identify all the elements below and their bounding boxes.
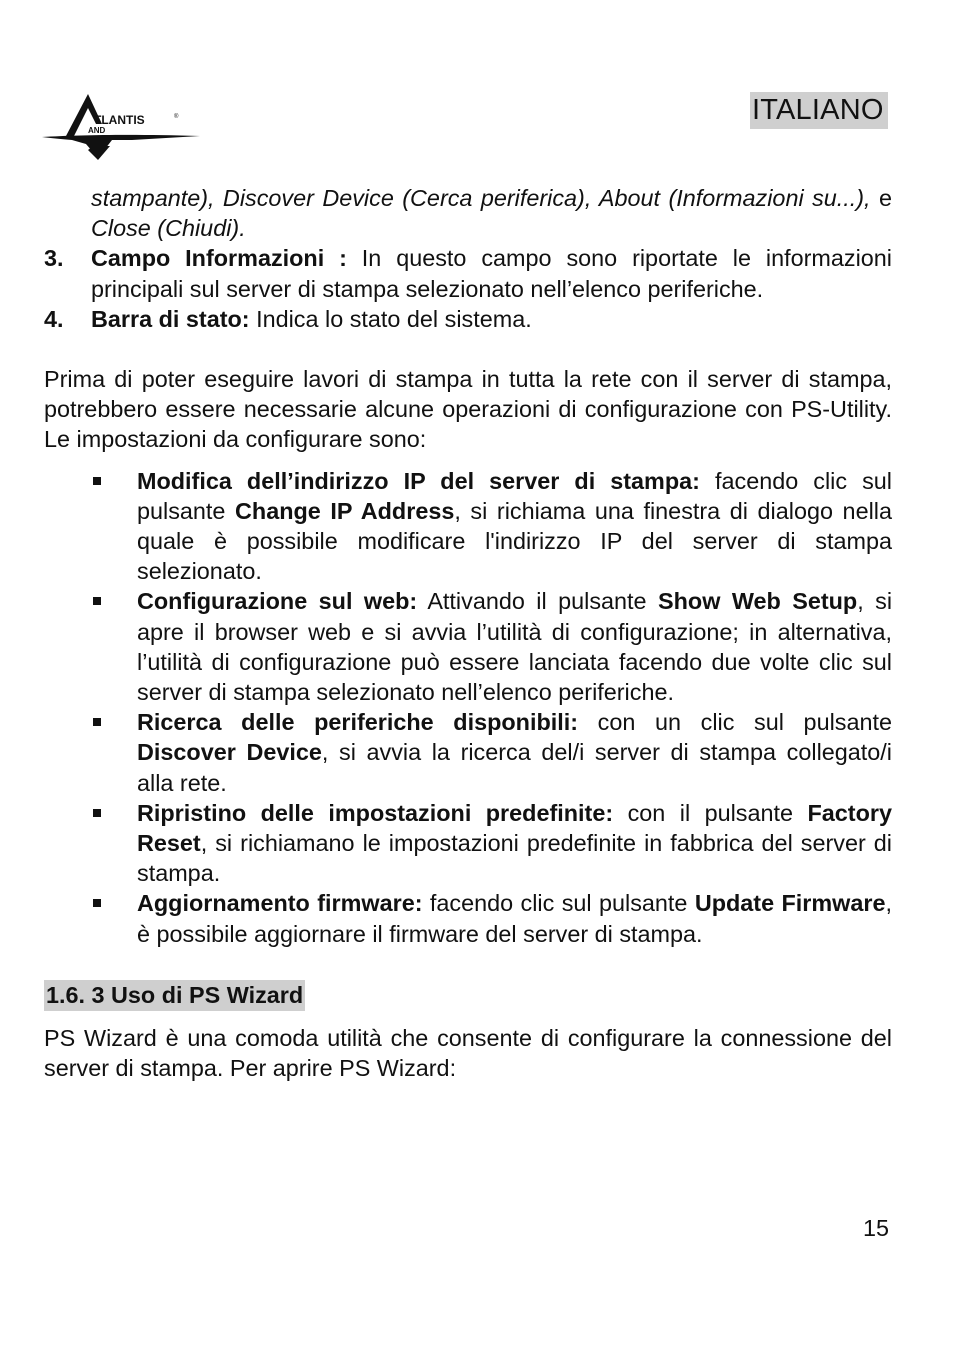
bullet-text: facendo clic sul pulsante [137,467,892,524]
intro-conjunction: e [870,185,892,211]
intro-continuation [44,183,892,243]
atlantis-logo-graphic [40,88,202,166]
bullet-square-icon [93,597,101,605]
bullet-text: con un clic sul pulsante [578,709,892,736]
settings-bullet-list [44,466,892,949]
bullet-text: con il pulsante [613,799,808,826]
section-heading: 1.6. 3 Uso di PS Wizard [44,980,305,1011]
bullet-title: Modifica dell’indirizzo IP del server di stampa: [137,467,700,494]
bullet-button-name: Update Firmware [694,890,886,917]
page-content [44,183,892,1083]
page-number: 15 [863,1215,890,1241]
bullet-square-icon [93,718,101,726]
atlantis-land-logo [40,88,202,166]
bullet-item [44,798,892,889]
bullet-title: Ripristino delle impostazioni predefinite: [137,799,614,826]
bullet-title: Aggiornamento firmware: [137,890,423,917]
bullet-button-name: Show Web Setup [658,588,858,615]
config-paragraph: Prima di poter eseguire lavori di stampa in tutta la rete con il server di stampa, potrebbero essere necessarie alcune operazioni di configurazione con PS-Utility. Le impostazioni da configurare sono: [44,366,892,453]
bullet-square-icon [93,899,101,907]
bullet-item [44,586,892,707]
svg-text:AND: AND [88,126,106,135]
bullet-square-icon [93,809,101,817]
numbered-item-3 [44,243,892,303]
item-term: Campo Informazioni : [91,245,347,272]
bullet-text: Attivando il pulsante [417,588,659,615]
bullet-button-name: Change IP Address [235,497,455,524]
bullet-text: , si richiama una finestra di dialogo nella quale è possibile modificare l'indirizzo IP del server di stampa selezionato. [137,497,892,585]
svg-text:®: ® [174,114,179,120]
bullet-button-name: Factory Reset [137,799,892,857]
bullet-text: , si avvia la ricerca del/i server di stampa collegato/i alla rete. [137,739,892,796]
language-label: ITALIANO [750,92,888,129]
ps-wizard-paragraph: PS Wizard è una comoda utilità che consente di configurare la connessione del server di stampa. Per aprire PS Wizard: [44,1024,892,1082]
bullet-item [44,888,892,948]
logo-lettering: TLANTIS [94,113,145,127]
item-description: In questo campo sono riportate le informazioni principali sul server di stampa selezionato nell’elenco periferiche. [91,245,892,302]
item-term: Barra di stato: [91,305,250,332]
bullet-text: facendo clic sul pulsante [422,890,695,917]
bullet-title: Ricerca delle periferiche disponibili: [137,709,579,736]
intro-text-italic-1: stampante), Discover Device (Cerca periferica), About (Informazioni su...), [91,185,871,211]
bullet-text: , si apre il browser web e si avvia l’utilità di configurazione; in alternativa, l’utilità di configurazione può essere lanciata facendo due volte clic sul server di stampa selezionato nell’elenco periferiche. [137,588,893,706]
bullet-item [44,707,892,798]
bullet-text: , è possibile aggiornare il firmware del server di stampa. [137,890,892,947]
numbered-item-4 [44,304,892,334]
bullet-item [44,466,892,587]
bullet-text: , si richiamano le impostazioni predefinite in fabbrica del server di stampa. [137,830,892,887]
bullet-square-icon [93,477,101,485]
bullet-button-name: Discover Device [137,739,322,766]
item-number: 4. [44,305,64,332]
intro-text-italic-2: Close (Chiudi). [91,215,246,242]
item-description: Indica lo stato del sistema. [249,305,532,332]
bullet-title: Configurazione sul web: [137,588,418,615]
item-number: 3. [44,245,64,272]
